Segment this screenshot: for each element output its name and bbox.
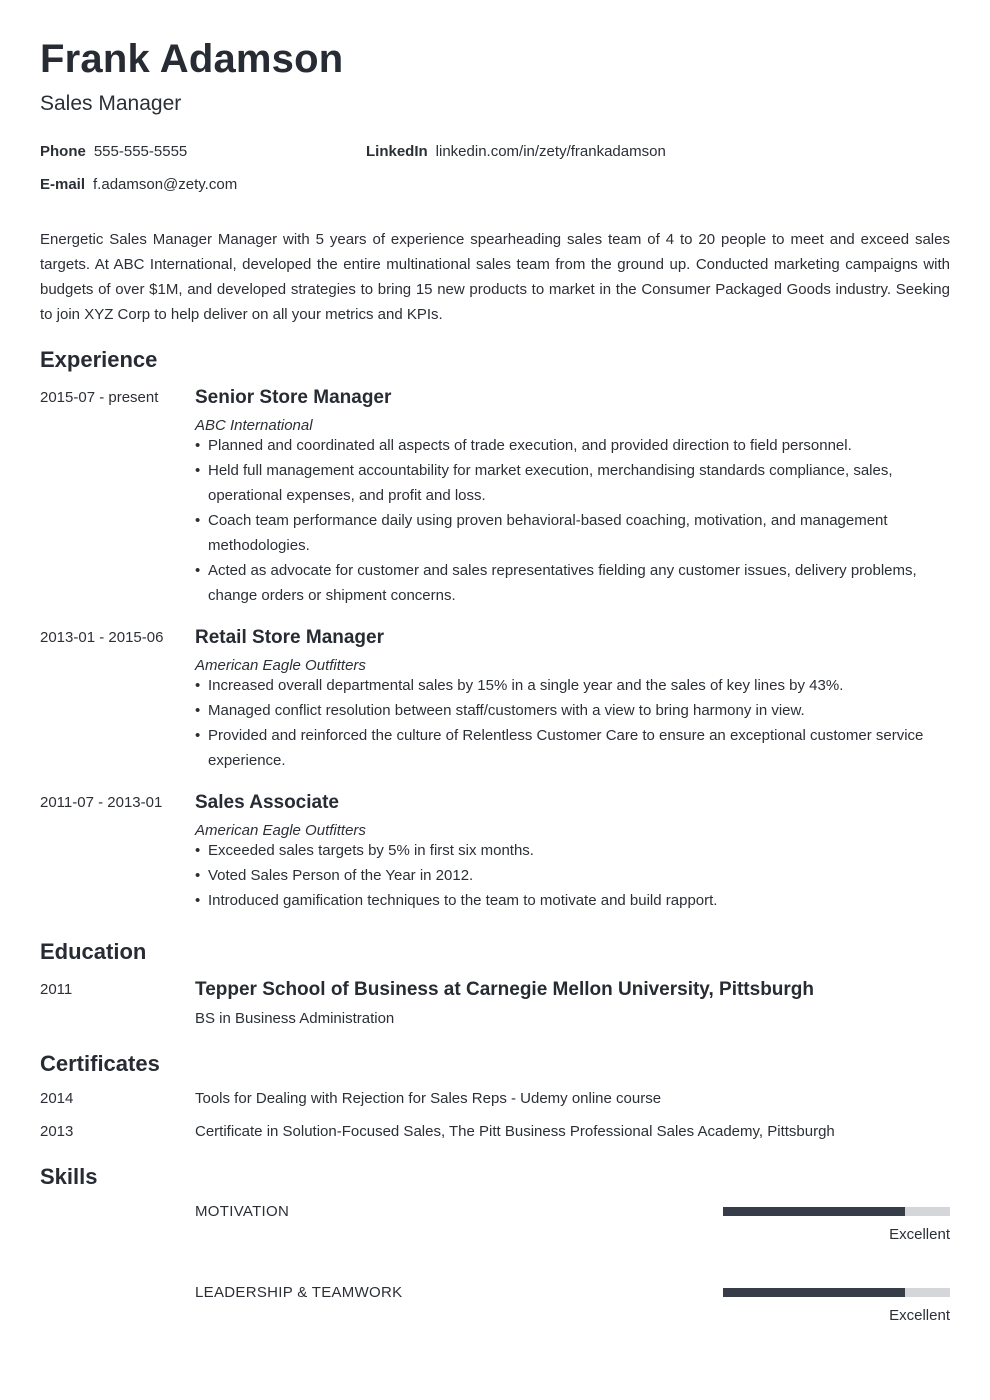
job-dates: 2011-07 - 2013-01: [40, 794, 163, 811]
job-company: ABC International: [195, 417, 313, 434]
candidate-name: Frank Adamson: [40, 37, 344, 81]
job-bullets: [195, 838, 950, 913]
certificate-name: Tools for Dealing with Rejection for Sales Reps - Udemy online course: [195, 1090, 662, 1107]
skill-bar: [723, 1288, 950, 1297]
skill-level: Excellent: [889, 1226, 950, 1243]
phone-value: 555-555-5555: [93, 143, 188, 160]
bullet-item: • Introduced gamification techniques to the team to motivate and build rapport.: [195, 888, 950, 913]
education-school: Tepper School of Business at Carnegie Mellon University, Pittsburgh: [195, 979, 815, 1000]
certificate-year: 2014: [40, 1090, 74, 1107]
skill-level: Excellent: [889, 1307, 950, 1324]
skills-heading: Skills: [40, 1164, 98, 1189]
job-company: American Eagle Outfitters: [195, 822, 366, 839]
certificate-name: Certificate in Solution-Focused Sales, The Pitt Business Professional Sales Academy, Pittsburgh: [195, 1123, 835, 1140]
job-dates: 2013-01 - 2015-06: [40, 629, 164, 646]
certificate-year: 2013: [40, 1123, 74, 1140]
email-link[interactable]: f.adamson@zety.com: [93, 176, 238, 193]
phone-label: Phone: [40, 143, 86, 160]
job-bullets: [195, 433, 950, 608]
bullet-item: • Coach team performance daily using proven behavioral-based coaching, motivation, and management methodologies.: [195, 508, 950, 558]
bullet-item: • Provided and reinforced the culture of Relentless Customer Care to ensure an exceptional customer service experience.: [195, 723, 950, 773]
certificates-heading: Certificates: [40, 1051, 160, 1076]
email-label: E-mail: [40, 176, 86, 193]
job-bullets: [195, 673, 950, 773]
job-title: Sales Manager: [40, 92, 182, 115]
job-dates: 2015-07 - present: [40, 389, 159, 406]
bullet-item: • Managed conflict resolution between staff/customers with a view to bring harmony in view.: [195, 698, 950, 723]
bullet-item: • Acted as advocate for customer and sales representatives fielding any customer issues, delivery problems, change orders or shipment concerns.: [195, 558, 950, 608]
email-row: [40, 176, 237, 193]
job-role: Retail Store Manager: [195, 627, 384, 648]
linkedin-label: LinkedIn: [366, 143, 428, 160]
education-heading: Education: [40, 939, 147, 964]
profile-summary: Energetic Sales Manager Manager with 5 years of experience spearheading sales team of 4 to 20 people to meet and exceed sales targets. At ABC International, developed the entire multinational sales team from the ground up. Conducted marketing campaigns with budgets of over $1M, and developed strategies to bring 15 new products to market in the Consumer Packaged Goods industry. Seeking to join XYZ Corp to help deliver on all your metrics and KPIs.: [40, 231, 950, 323]
skill-bar-fill: [723, 1288, 905, 1297]
skill-name: LEADERSHIP & TEAMWORK: [195, 1284, 403, 1301]
skill-name: MOTIVATION: [195, 1203, 290, 1220]
bullet-item: • Voted Sales Person of the Year in 2012.: [195, 863, 950, 888]
linkedin-link[interactable]: linkedin.com/in/zety/frankadamson: [435, 143, 666, 160]
linkedin-row: [366, 143, 666, 160]
education-degree: BS in Business Administration: [195, 1010, 395, 1027]
skill-bar: [723, 1207, 950, 1216]
job-role: Sales Associate: [195, 792, 339, 813]
bullet-item: • Increased overall departmental sales by 15% in a single year and the sales of key lines by 43%.: [195, 673, 950, 698]
phone-row: [40, 143, 187, 160]
education-year: 2011: [40, 981, 73, 998]
bullet-item: • Planned and coordinated all aspects of trade execution, and provided direction to field personnel.: [195, 433, 950, 458]
job-role: Senior Store Manager: [195, 387, 392, 408]
bullet-item: • Held full management accountability for market execution, merchandising standards compliance, sales, operational expenses, and profit and loss.: [195, 458, 950, 508]
skill-bar-fill: [723, 1207, 905, 1216]
bullet-item: • Exceeded sales targets by 5% in first six months.: [195, 838, 950, 863]
experience-heading: Experience: [40, 347, 158, 372]
job-company: American Eagle Outfitters: [195, 657, 366, 674]
